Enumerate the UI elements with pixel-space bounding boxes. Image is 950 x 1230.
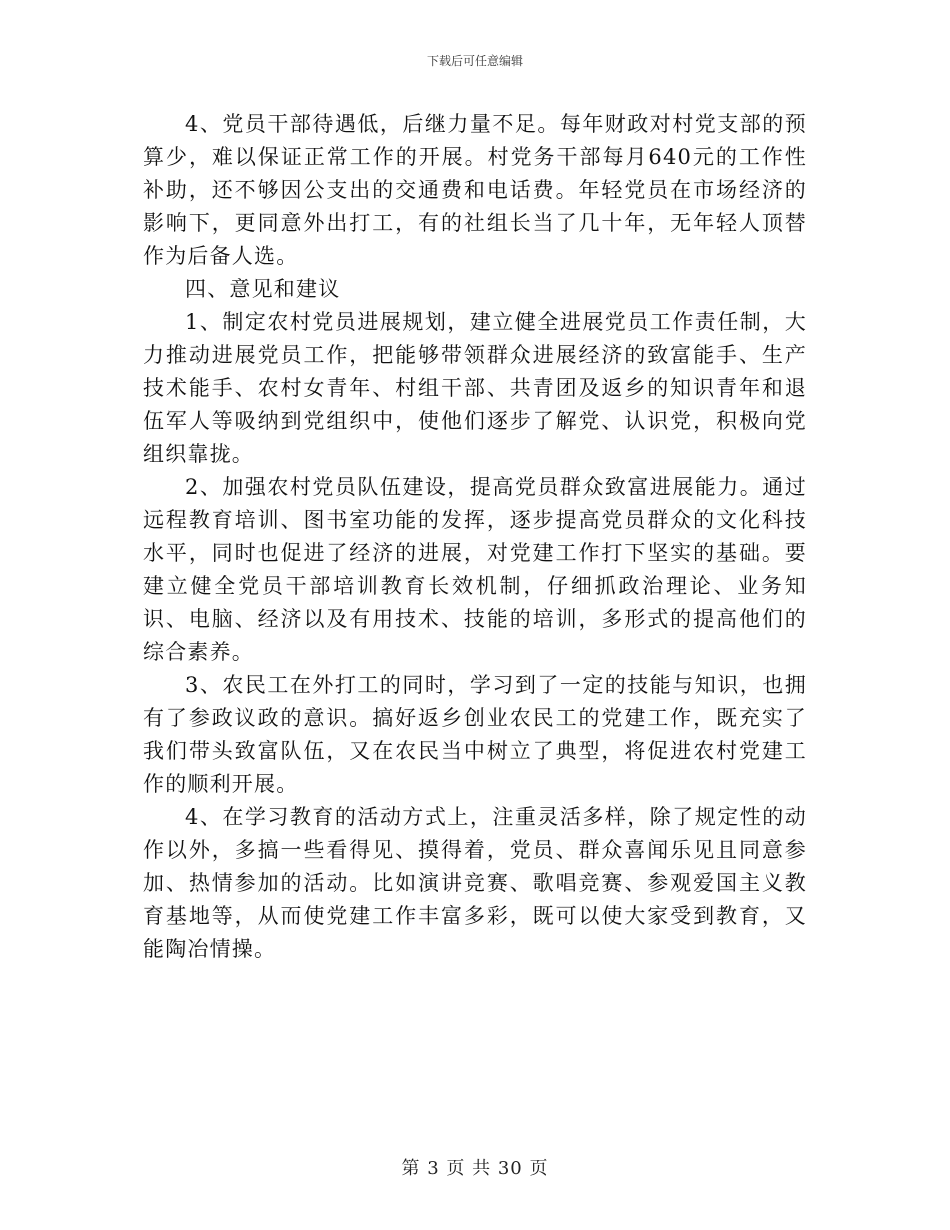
page-number: 第 3 页 共 30 页 [401, 1158, 549, 1179]
document-body [143, 108, 807, 966]
page-footer [0, 1154, 950, 1180]
section-heading: 四、意见和建议 [185, 277, 341, 301]
paragraph-suggestion-2: 2、加强农村党员队伍建设，提高党员群众致富进展能力。通过远程教育培训、图书室功能的发挥，逐步提高党员群众的文化科技水平，同时也促进了经济的进展，对党建工作打下坚实的基础。要建立健全党员干部培训教育长效机制，仔细抓政治理论、业务知识、电脑、经济以及有用技术、技能的培训，多形式的提高他们的综合素养。 [143, 475, 807, 664]
paragraph-treatment: 4、党员干部待遇低，后继力量不足。每年财政对村党支部的预算少，难以保证正常工作的开展。村党务干部每月640元的工作性补助，还不够因公支出的交通费和电话费。年轻党员在市场经济的影响下，更同意外出打工，有的社组长当了几十年，无年轻人顶替作为后备人选。 [143, 112, 807, 268]
paragraph-suggestion-1: 1、制定农村党员进展规划，建立健全进展党员工作责任制，大力推动进展党员工作，把能够带领群众进展经济的致富能手、生产技术能手、农村女青年、村组干部、共青团及返乡的知识青年和退伍军人等吸纳到党组织中，使他们逐步了解党、认识党，积极向党组织靠拢。 [143, 310, 807, 466]
paragraph-suggestion-4: 4、在学习教育的活动方式上，注重灵活多样，除了规定性的动作以外，多搞一些看得见、摸得着，党员、群众喜闻乐见且同意参加、热情参加的活动。比如演讲竞赛、歌唱竞赛、参观爱国主义教育基地等，从而使党建工作丰富多彩，既可以使大家受到教育，又能陶冶情操。 [143, 805, 807, 961]
page-header: 下载后可任意编辑 [426, 54, 523, 68]
paragraph-suggestion-3: 3、农民工在外打工的同时，学习到了一定的技能与知识，也拥有了参政议政的意识。搞好返乡创业农民工的党建工作，既充实了我们带头致富队伍，又在农民当中树立了典型，将促进农村党建工作的顺利开展。 [143, 673, 807, 796]
